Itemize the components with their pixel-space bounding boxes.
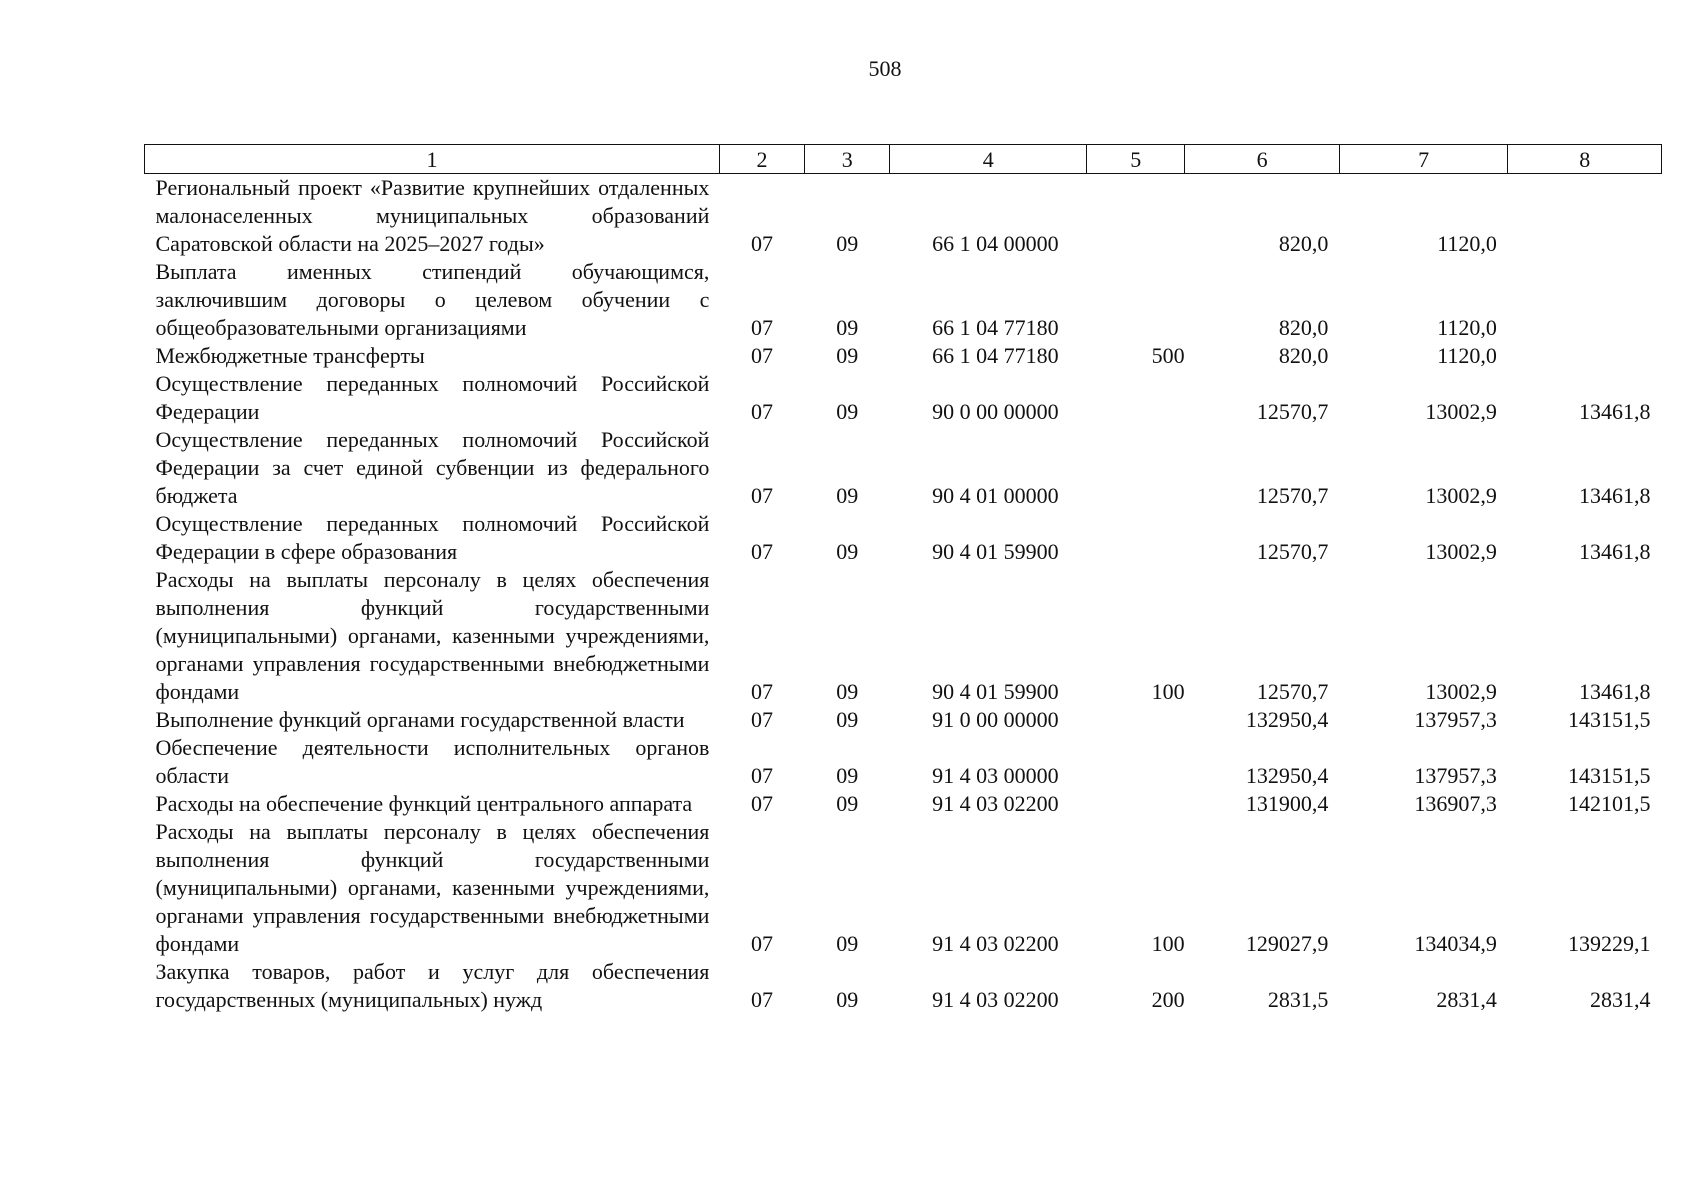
table-row	[145, 958, 1662, 1014]
row-expense-type	[1087, 426, 1185, 510]
row-section: 07	[751, 483, 774, 508]
row-amount-col6: 820,0	[1278, 315, 1329, 340]
row-subsection: 09	[836, 987, 859, 1012]
header-cell: 7	[1339, 145, 1508, 174]
row-expense-type	[1087, 174, 1185, 259]
row-target-code: 91 4 03 02200	[932, 987, 1059, 1012]
row-section: 07	[751, 679, 774, 704]
row-expense-type	[1087, 706, 1185, 734]
row-name: Выплата именных стипендий обучающимся, заключившим договоры о целевом обучении с общеобразовательными организациями	[155, 259, 710, 340]
page-number: 508	[868, 56, 902, 81]
table-row	[145, 426, 1662, 510]
row-amount-col7: 13002,9	[1425, 539, 1497, 564]
row-expense-type	[1087, 510, 1185, 566]
row-name: Осуществление переданных полномочий Российской Федерации	[155, 371, 710, 424]
row-section: 07	[751, 343, 774, 368]
row-section: 07	[751, 315, 774, 340]
row-amount-col7: 13002,9	[1425, 399, 1497, 424]
row-section: 07	[751, 763, 774, 788]
row-subsection: 09	[836, 399, 859, 424]
row-name: Обеспечение деятельности исполнительных органов области	[155, 735, 710, 788]
row-amount-col6: 820,0	[1278, 343, 1329, 368]
row-target-code: 90 0 00 00000	[932, 399, 1059, 424]
row-name: Межбюджетные трансферты	[155, 343, 425, 368]
table-row	[145, 818, 1662, 958]
row-target-code: 90 4 01 00000	[932, 483, 1059, 508]
table-row	[145, 734, 1662, 790]
row-amount-col7: 134034,9	[1414, 931, 1497, 956]
table-row	[145, 510, 1662, 566]
row-name: Закупка товаров, работ и услуг для обеспечения государственных (муниципальных) нужд	[155, 959, 710, 1012]
row-amount-col7: 2831,4	[1436, 987, 1497, 1012]
table-row	[145, 566, 1662, 706]
budget-table	[144, 144, 1662, 1014]
row-target-code: 91 0 00 00000	[932, 707, 1059, 732]
row-amount-col6: 129027,9	[1245, 931, 1329, 956]
header-cell: 4	[890, 145, 1087, 174]
table-row	[145, 370, 1662, 426]
row-amount-col7: 1120,0	[1437, 315, 1497, 340]
row-subsection: 09	[836, 315, 859, 340]
row-target-code: 91 4 03 02200	[932, 931, 1059, 956]
row-amount-col6: 132950,4	[1245, 707, 1329, 732]
row-target-code: 66 1 04 77180	[932, 315, 1059, 340]
header-cell: 5	[1087, 145, 1185, 174]
row-amount-col6: 12570,7	[1256, 679, 1329, 704]
row-subsection: 09	[836, 791, 859, 816]
header-cell: 8	[1508, 145, 1662, 174]
row-amount-col8	[1508, 174, 1662, 259]
row-subsection: 09	[836, 931, 859, 956]
header-row	[145, 145, 1662, 174]
row-name: Осуществление переданных полномочий Российской Федерации за счет единой субвенции из федерального бюджета	[155, 427, 710, 508]
row-amount-col7: 137957,3	[1414, 763, 1497, 788]
header-cell: 1	[145, 145, 720, 174]
table-row	[145, 790, 1662, 818]
row-amount-col8: 13461,8	[1579, 539, 1651, 564]
row-subsection: 09	[836, 231, 859, 256]
row-expense-type: 100	[1151, 679, 1185, 704]
row-amount-col6: 820,0	[1278, 231, 1329, 256]
row-subsection: 09	[836, 679, 859, 704]
row-name: Расходы на выплаты персоналу в целях обеспечения выполнения функций государственными (муниципальными) органами, казенными учреждениями, органами управления государственными внебюджетными фондами	[155, 819, 710, 956]
row-target-code: 90 4 01 59900	[932, 539, 1059, 564]
row-amount-col8	[1508, 258, 1662, 342]
row-section: 07	[751, 539, 774, 564]
row-amount-col8: 139229,1	[1568, 931, 1651, 956]
row-amount-col8: 13461,8	[1579, 399, 1651, 424]
row-amount-col6: 12570,7	[1256, 399, 1329, 424]
row-target-code: 66 1 04 77180	[932, 343, 1059, 368]
table-row	[145, 174, 1662, 259]
row-amount-col7: 137957,3	[1414, 707, 1497, 732]
row-amount-col6: 132950,4	[1245, 763, 1329, 788]
row-name: Региональный проект «Развитие крупнейших отдаленных малонаселенных муниципальных образований Саратовской области на 2025–2027 годы»	[155, 175, 710, 256]
row-target-code: 66 1 04 00000	[932, 231, 1059, 256]
row-expense-type	[1087, 790, 1185, 818]
row-expense-type: 500	[1151, 343, 1185, 368]
row-name: Расходы на выплаты персоналу в целях обеспечения выполнения функций государственными (муниципальными) органами, казенными учреждениями, органами управления государственными внебюджетными фондами	[155, 567, 710, 704]
row-expense-type: 200	[1151, 987, 1185, 1012]
row-amount-col7: 1120,0	[1437, 343, 1497, 368]
row-amount-col6: 12570,7	[1256, 539, 1329, 564]
row-section: 07	[751, 231, 774, 256]
header-cell: 2	[719, 145, 804, 174]
row-amount-col6: 2831,5	[1267, 987, 1329, 1012]
row-amount-col8: 143151,5	[1568, 707, 1651, 732]
row-amount-col6: 131900,4	[1245, 791, 1329, 816]
row-name: Выполнение функций органами государственной власти	[155, 707, 685, 732]
row-amount-col7: 1120,0	[1437, 231, 1497, 256]
row-subsection: 09	[836, 343, 859, 368]
row-amount-col8	[1508, 342, 1662, 370]
row-amount-col8: 143151,5	[1568, 763, 1651, 788]
row-subsection: 09	[836, 763, 859, 788]
row-subsection: 09	[836, 707, 859, 732]
table-row	[145, 706, 1662, 734]
row-subsection: 09	[836, 483, 859, 508]
row-name: Осуществление переданных полномочий Российской Федерации в сфере образования	[155, 511, 710, 564]
row-expense-type	[1087, 370, 1185, 426]
row-subsection: 09	[836, 539, 859, 564]
row-amount-col8: 142101,5	[1568, 791, 1651, 816]
row-section: 07	[751, 399, 774, 424]
row-section: 07	[751, 707, 774, 732]
row-target-code: 91 4 03 00000	[932, 763, 1059, 788]
row-amount-col7: 136907,3	[1414, 791, 1497, 816]
row-expense-type	[1087, 734, 1185, 790]
row-amount-col8: 13461,8	[1579, 483, 1651, 508]
row-amount-col7: 13002,9	[1425, 679, 1497, 704]
row-amount-col8: 2831,4	[1590, 987, 1651, 1012]
row-section: 07	[751, 791, 774, 816]
table-row	[145, 258, 1662, 342]
row-amount-col8: 13461,8	[1579, 679, 1651, 704]
row-section: 07	[751, 931, 774, 956]
row-expense-type: 100	[1151, 931, 1185, 956]
row-amount-col7: 13002,9	[1425, 483, 1497, 508]
header-cell: 6	[1185, 145, 1340, 174]
table-row	[145, 342, 1662, 370]
row-name: Расходы на обеспечение функций центрального аппарата	[155, 791, 693, 816]
row-target-code: 91 4 03 02200	[932, 791, 1059, 816]
row-target-code: 90 4 01 59900	[932, 679, 1059, 704]
row-expense-type	[1087, 258, 1185, 342]
row-section: 07	[751, 987, 774, 1012]
row-amount-col6: 12570,7	[1256, 483, 1329, 508]
header-cell: 3	[805, 145, 890, 174]
